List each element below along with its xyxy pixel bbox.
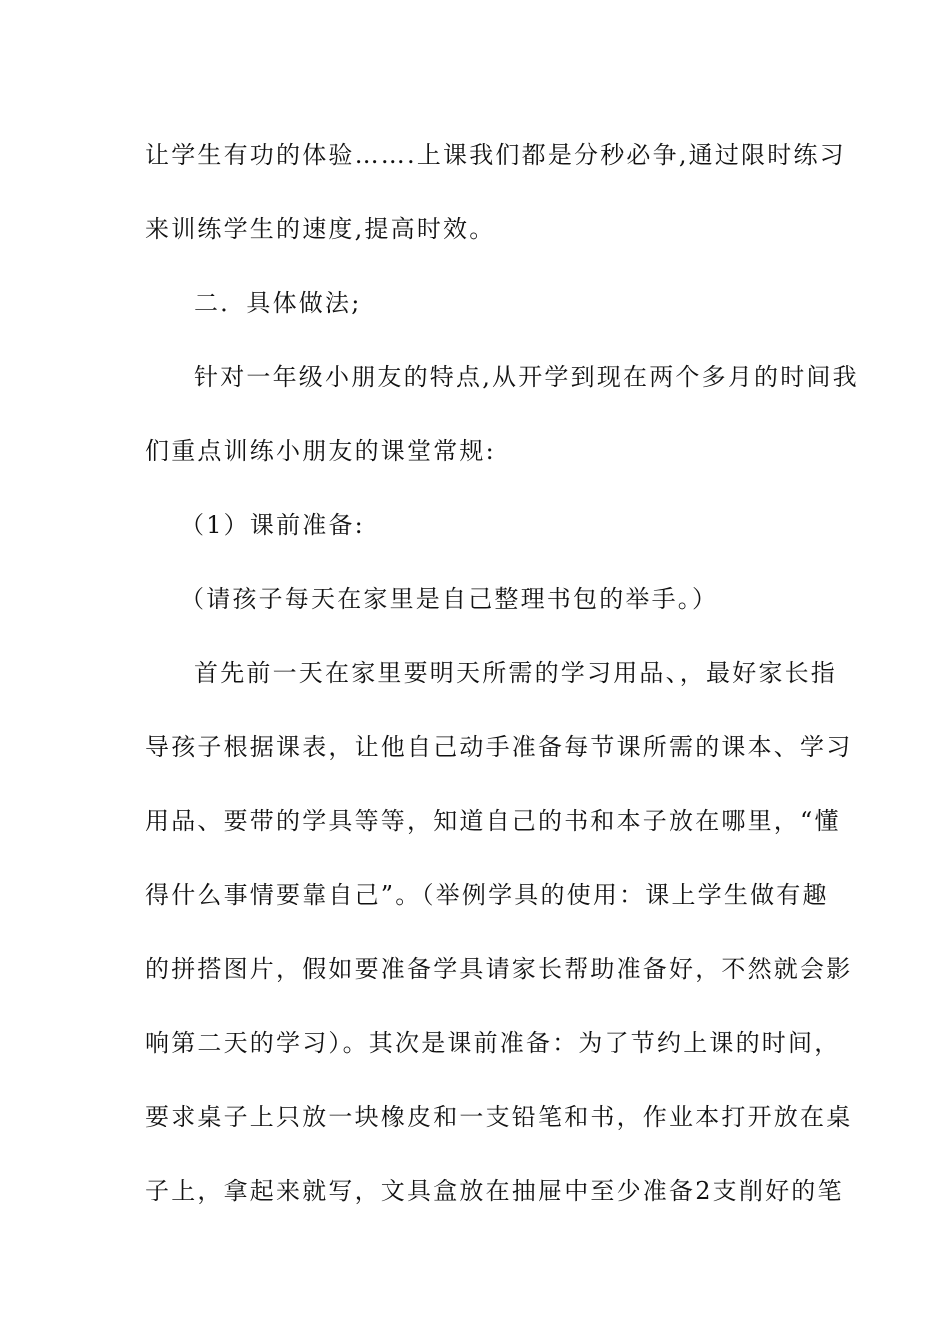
paragraph-line-2: 来训练学生的速度,提高时效。 — [145, 215, 496, 243]
paragraph-line-6: 导孩子根据课表，让他自己动手准备每节课所需的课本、学习 — [145, 733, 853, 761]
paragraph-line-11: 要求桌子上只放一块橡皮和一支铅笔和书，作业本打开放在桌 — [145, 1103, 853, 1131]
parenthetical-note: （请孩子每天在家里是自己整理书包的举手。） — [180, 585, 719, 613]
paragraph-line-3: 针对一年级小朋友的特点,从开学到现在两个多月的时间我 — [194, 363, 859, 391]
paragraph-line-12: 子上，拿起来就写，文具盒放在抽屉中至少准备2支削好的笔 — [145, 1177, 844, 1205]
paragraph-line-1: 让学生有功的体验…….上课我们都是分秒必争,通过限时练习 — [145, 141, 846, 169]
paragraph-line-9: 的拼搭图片，假如要准备学具请家长帮助准备好，不然就会影 — [145, 955, 853, 983]
subheading-preparation: （1）课前准备: — [180, 511, 365, 539]
paragraph-line-8: 得什么事情要靠自己”。（举例学具的使用：课上学生做有趣 — [145, 881, 829, 909]
paragraph-line-4: 们重点训练小朋友的课堂常规: — [145, 437, 496, 465]
paragraph-line-5: 首先前一天在家里要明天所需的学习用品、，最好家长指 — [194, 659, 837, 687]
paragraph-line-10: 响第二天的学习）。其次是课前准备：为了节约上课的时间， — [145, 1029, 841, 1057]
section-heading: 二．具体做法; — [194, 289, 362, 317]
paragraph-line-7: 用品、要带的学具等等，知道自己的书和本子放在哪里，“懂 — [145, 807, 841, 835]
